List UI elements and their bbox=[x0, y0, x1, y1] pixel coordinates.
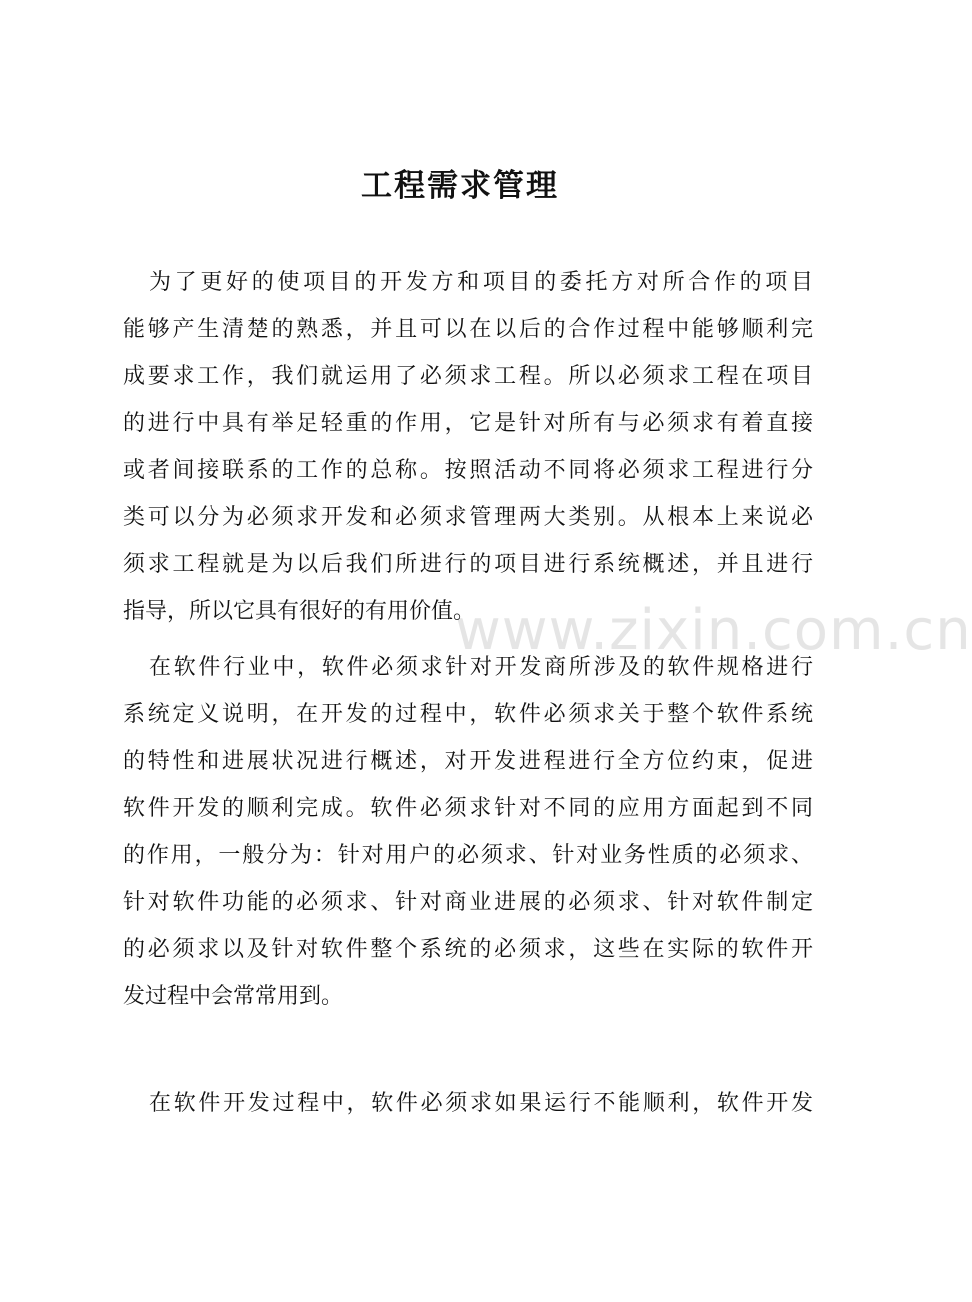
paragraph-line: 针对软件功能的必须求、针对商业进展的必须求、针对软件制定 bbox=[123, 890, 813, 915]
paragraph-line: 系统定义说明，在开发的过程中，软件必须求关于整个软件系统 bbox=[123, 702, 813, 727]
paragraph-line: 须求工程就是为以后我们所进行的项目进行系统概述，并且进行 bbox=[123, 552, 813, 577]
document-title: 工程需求管理 bbox=[361, 168, 559, 204]
paragraph-line: 指导，所以它具有很好的有用价值。 bbox=[123, 599, 476, 624]
paragraph-line: 发过程中会常常用到。 bbox=[123, 984, 344, 1009]
paragraph-1 bbox=[123, 259, 813, 635]
paragraph-3 bbox=[123, 1080, 813, 1127]
paragraph-line: 成要求工作，我们就运用了必须求工程。所以必须求工程在项目 bbox=[123, 364, 813, 389]
paragraph-line: 的必须求以及针对软件整个系统的必须求，这些在实际的软件开 bbox=[123, 937, 813, 962]
paragraph-2 bbox=[123, 644, 813, 1020]
paragraph-line: 在软件行业中，软件必须求针对开发商所涉及的软件规格进行 bbox=[149, 655, 813, 680]
paragraph-line: 的进行中具有举足轻重的作用，它是针对所有与必须求有着直接 bbox=[123, 411, 813, 436]
paragraph-line: 在软件开发过程中，软件必须求如果运行不能顺利，软件开发 bbox=[149, 1091, 813, 1116]
paragraph-line: 为了更好的使项目的开发方和项目的委托方对所合作的项目 bbox=[149, 270, 813, 295]
paragraph-line: 软件开发的顺利完成。软件必须求针对不同的应用方面起到不同 bbox=[123, 796, 813, 821]
watermark: www.zixin.com.cn bbox=[455, 598, 972, 663]
paragraph-line: 或者间接联系的工作的总称。按照活动不同将必须求工程进行分 bbox=[123, 458, 813, 483]
paragraph-line: 能够产生清楚的熟悉，并且可以在以后的合作过程中能够顺利完 bbox=[123, 317, 813, 342]
paragraph-line: 的作用，一般分为：针对用户的必须求、针对业务性质的必须求、 bbox=[123, 843, 813, 868]
paragraph-line: 类可以分为必须求开发和必须求管理两大类别。从根本上来说必 bbox=[123, 505, 813, 530]
paragraph-line: 的特性和进展状况进行概述，对开发进程进行全方位约束，促进 bbox=[123, 749, 813, 774]
